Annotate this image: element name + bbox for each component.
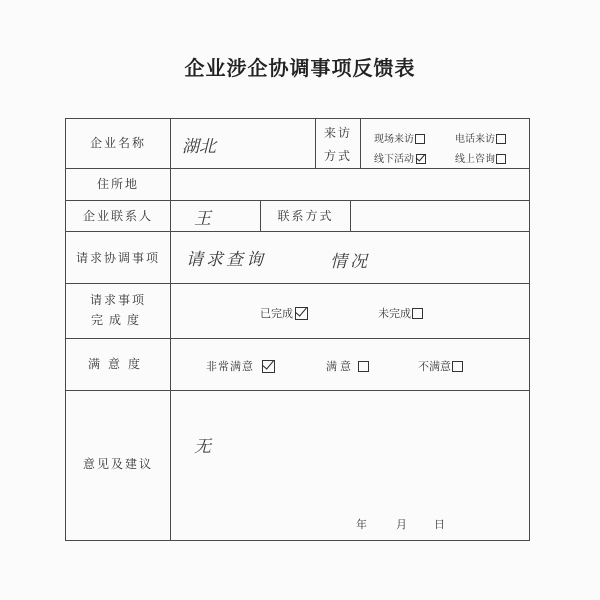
row-divider-4 (65, 283, 529, 284)
option-very-satisfied-label: 非常满意 (206, 360, 254, 373)
option-online-inquiry[interactable] (455, 150, 506, 165)
option-completed-label: 已完成 (260, 307, 293, 320)
contact-method-label: 联系方式 (277, 209, 334, 223)
checkbox-not-completed[interactable] (412, 308, 423, 319)
table-border-bottom (65, 540, 529, 541)
option-not-completed-label: 未完成 (378, 307, 411, 320)
checkbox-phone-visit[interactable] (496, 134, 506, 144)
comments-value: 无 (194, 437, 211, 457)
checkbox-completed-checked[interactable] (295, 307, 308, 320)
option-onsite-visit-label: 现场来访 (374, 134, 414, 145)
contact-person-value: 王 (194, 209, 211, 229)
date-year-label: 年 (356, 518, 367, 531)
row-divider-6 (65, 390, 529, 391)
option-offline-activity-label: 线下活动 (374, 154, 414, 165)
row-divider-3 (65, 231, 529, 232)
option-very-satisfied[interactable] (206, 358, 275, 374)
address-label: 住所地 (96, 177, 139, 191)
satisfaction-label: 满意度 (87, 357, 148, 371)
option-unsatisfied[interactable] (418, 358, 463, 374)
option-onsite-visit[interactable] (374, 130, 425, 145)
completion-label-line1: 请求事项 (89, 293, 146, 307)
label-column-divider (170, 118, 171, 541)
comments-label: 意见及建议 (82, 457, 153, 471)
row-divider-2 (65, 200, 529, 201)
checkbox-unsatisfied[interactable] (452, 361, 463, 372)
option-satisfied[interactable] (326, 358, 369, 374)
checkbox-offline-activity-checked[interactable] (416, 154, 426, 164)
completion-label-line2: 完成度 (90, 313, 145, 327)
row-divider-5 (65, 338, 529, 339)
coordination-matter-value-part1: 请求查询 (186, 250, 266, 270)
visit-label-right-divider (360, 118, 361, 169)
option-online-inquiry-label: 线上咨询 (455, 154, 495, 165)
checkbox-very-satisfied-checked[interactable] (262, 360, 275, 373)
checkbox-online-inquiry[interactable] (496, 154, 506, 164)
date-day-label: 日 (434, 518, 445, 531)
option-phone-visit[interactable] (455, 130, 506, 145)
coordination-matter-label: 请求协调事项 (75, 251, 160, 265)
company-name-label: 企业名称 (89, 136, 146, 150)
option-completed[interactable] (260, 305, 308, 321)
option-phone-visit-label: 电话来访 (455, 134, 495, 145)
document-title: 企业涉企协调事项反馈表 (184, 56, 416, 80)
coordination-matter-value-part2: 情况 (330, 252, 370, 272)
company-name-value: 湖北 (182, 137, 216, 157)
contact-method-right-divider (350, 200, 351, 232)
visit-method-label-line2: 方式 (323, 149, 352, 163)
date-month-label: 月 (396, 518, 407, 531)
checkbox-onsite-visit[interactable] (415, 134, 425, 144)
table-border-right (529, 118, 530, 541)
row-divider-1 (65, 168, 529, 169)
option-unsatisfied-label: 不满意 (418, 360, 451, 373)
option-offline-activity[interactable] (374, 150, 426, 165)
checkbox-satisfied[interactable] (358, 361, 369, 372)
table-border-top (65, 118, 529, 119)
option-not-completed[interactable] (378, 305, 423, 321)
visit-method-label-line1: 来访 (323, 126, 352, 140)
contact-person-label: 企业联系人 (82, 209, 153, 223)
option-satisfied-label: 满意 (326, 360, 354, 373)
